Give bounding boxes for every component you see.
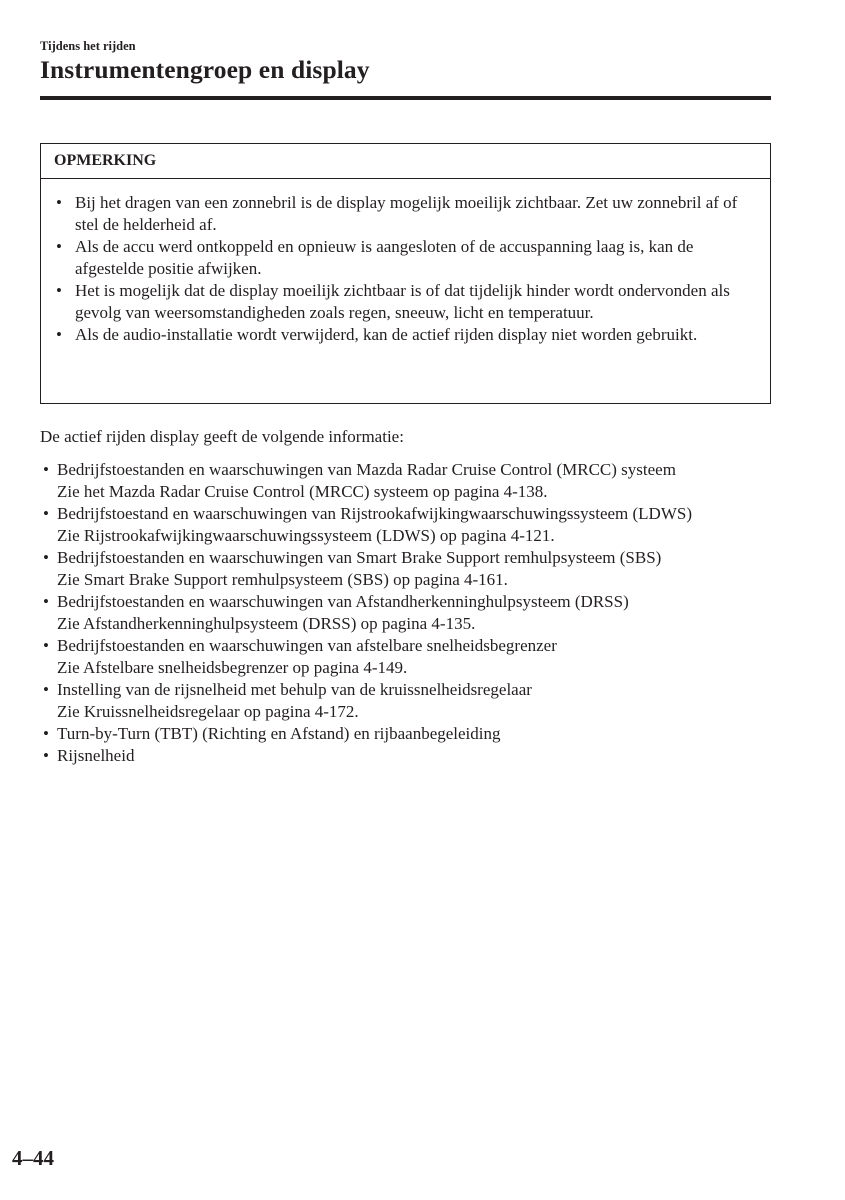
intro-text: De actief rijden display geeft de volgende informatie: xyxy=(40,427,404,446)
note-item xyxy=(41,236,770,280)
info-item xyxy=(40,745,780,767)
bullet-icon: • xyxy=(43,548,49,567)
note-item-text: Als de audio-installatie wordt verwijderd, kan de actief rijden display niet worden gebruikt. xyxy=(75,325,698,344)
note-item-text: Bij het dragen van een zonnebril is de display mogelijk moeilijk zichtbaar. Zet uw zonnebril af of stel de helderheid af. xyxy=(75,193,738,234)
page-reference: Zie het Mazda Radar Cruise Control (MRCC) systeem op pagina 4-138. xyxy=(57,482,548,501)
note-box xyxy=(40,143,771,404)
info-item xyxy=(40,459,780,503)
page-reference: Zie Rijstrookafwijkingwaarschuwingssysteem (LDWS) op pagina 4-121. xyxy=(57,526,555,545)
info-item-text: Bedrijfstoestanden en waarschuwingen van Mazda Radar Cruise Control (MRCC) systeem xyxy=(57,460,676,479)
note-item-text: Als de accu werd ontkoppeld en opnieuw is aangesloten of de accuspanning laag is, kan de afgestelde positie afwijken. xyxy=(75,237,694,278)
note-item xyxy=(41,192,770,236)
info-item-text: Rijsnelheid xyxy=(57,746,135,765)
bullet-icon: • xyxy=(43,460,49,479)
info-item-text: Bedrijfstoestanden en waarschuwingen van afstelbare snelheidsbegrenzer xyxy=(57,636,557,655)
bullet-icon: • xyxy=(56,281,62,300)
bullet-icon: • xyxy=(43,592,49,611)
info-item-text: Turn-by-Turn (TBT) (Richting en Afstand) en rijbaanbegeleiding xyxy=(57,724,501,743)
note-item-text: Het is mogelijk dat de display moeilijk zichtbaar is of dat tijdelijk hinder wordt ondervonden als gevolg van weersomstandigheden zoals regen, sneeuw, licht en temperatuur. xyxy=(75,281,730,322)
bullet-icon: • xyxy=(56,193,62,212)
info-item xyxy=(40,635,780,679)
note-list xyxy=(41,179,770,346)
note-item xyxy=(41,280,770,324)
title-rule xyxy=(40,96,771,100)
bullet-icon: • xyxy=(43,746,49,765)
page-number: 4–44 xyxy=(12,1146,54,1170)
info-item-text: Bedrijfstoestanden en waarschuwingen van Smart Brake Support remhulpsysteem (SBS) xyxy=(57,548,662,567)
info-item xyxy=(40,503,780,547)
info-list xyxy=(40,459,780,767)
bullet-icon: • xyxy=(56,237,62,256)
info-item-text: Bedrijfstoestanden en waarschuwingen van Afstandherkenninghulpsysteem (DRSS) xyxy=(57,592,629,611)
bullet-icon: • xyxy=(43,636,49,655)
info-item-text: Instelling van de rijsnelheid met behulp van de kruissnelheidsregelaar xyxy=(57,680,532,699)
info-item xyxy=(40,547,780,591)
info-item xyxy=(40,679,780,723)
bullet-icon: • xyxy=(56,325,62,344)
bullet-icon: • xyxy=(43,724,49,743)
page-reference: Zie Afstelbare snelheidsbegrenzer op pagina 4-149. xyxy=(57,658,408,677)
page-reference: Zie Kruissnelheidsregelaar op pagina 4-172. xyxy=(57,702,359,721)
note-heading: OPMERKING xyxy=(41,144,770,179)
info-item-text: Bedrijfstoestand en waarschuwingen van Rijstrookafwijkingwaarschuwingssysteem (LDWS) xyxy=(57,504,692,523)
info-item xyxy=(40,723,780,745)
section-label: Tijdens het rijden xyxy=(40,39,136,53)
page-reference: Zie Afstandherkenninghulpsysteem (DRSS) op pagina 4-135. xyxy=(57,614,476,633)
bullet-icon: • xyxy=(43,680,49,699)
note-item xyxy=(41,324,770,346)
bullet-icon: • xyxy=(43,504,49,523)
info-item xyxy=(40,591,780,635)
page-reference: Zie Smart Brake Support remhulpsysteem (SBS) op pagina 4-161. xyxy=(57,570,508,589)
page-title: Instrumentengroep en display xyxy=(40,55,370,84)
